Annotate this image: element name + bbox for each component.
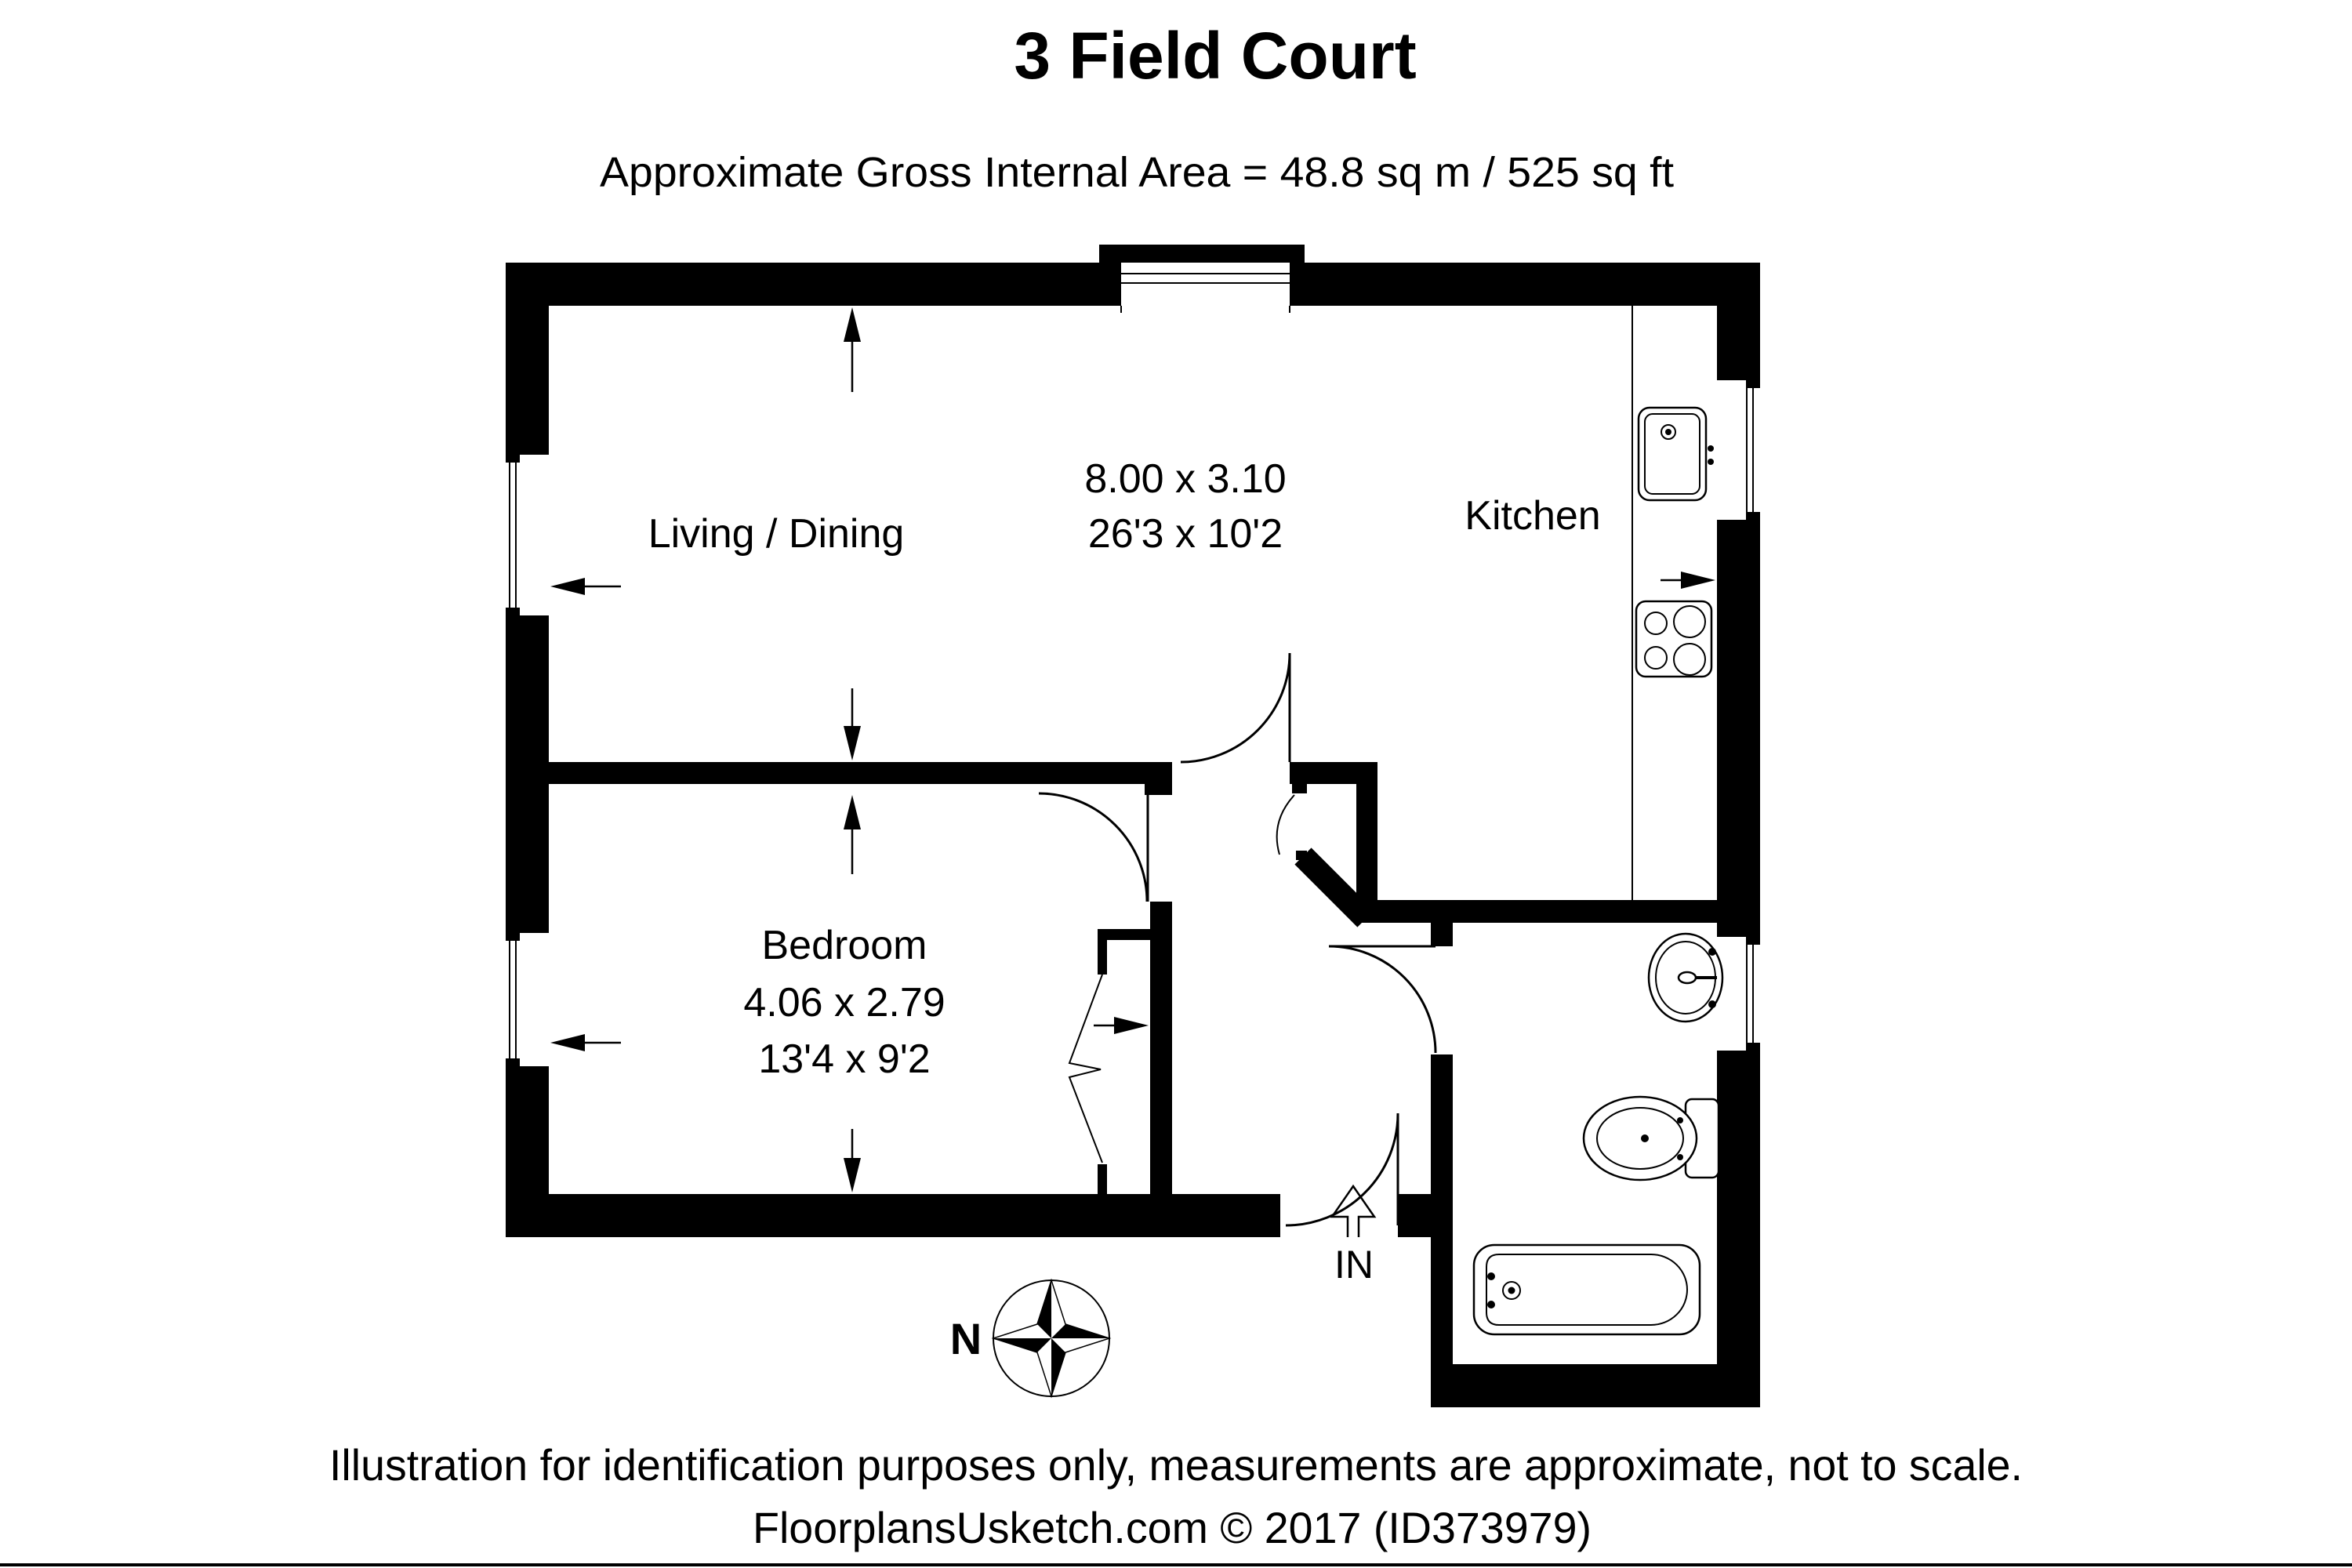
hall-cupboard-door [1277, 795, 1294, 855]
kitchen-width-dimension-arrow [1661, 572, 1715, 589]
bathroom-door [1329, 946, 1436, 1053]
kitchen-label: Kitchen [1465, 493, 1601, 539]
north-label: N [949, 1314, 982, 1363]
bedroom-dims-imperial: 13'4 x 9'2 [758, 1036, 931, 1082]
closet-bifold-door [1069, 975, 1102, 1163]
living-dims-metric: 8.00 x 3.10 [1084, 456, 1287, 502]
entrance-door [1286, 1113, 1398, 1225]
kitchen-sink-symbol [1639, 408, 1714, 500]
living-width-dimension-arrow [550, 578, 621, 595]
toilet-symbol [1584, 1097, 1719, 1180]
area-subtitle: Approximate Gross Internal Area = 48.8 sq m / 525 sq ft [600, 149, 1674, 196]
copyright-text: FloorplansUsketch.com © 2017 (ID373979) [753, 1503, 1592, 1552]
top-window [1099, 245, 1305, 313]
entrance-label: IN [1334, 1243, 1374, 1287]
hob-symbol [1636, 601, 1711, 677]
living-window [506, 455, 549, 615]
bottom-rule [0, 1563, 2352, 1566]
basin-symbol [1649, 934, 1722, 1022]
page-title: 3 Field Court [1014, 19, 1417, 93]
bedroom-door [1039, 793, 1148, 902]
living-room-label: Living / Dining [648, 511, 905, 557]
kitchen-window [1717, 380, 1760, 520]
bedroom-label: Bedroom [761, 923, 927, 968]
bedroom-dims-metric: 4.06 x 2.79 [743, 980, 946, 1025]
compass-rose-icon [993, 1280, 1109, 1396]
exterior-walls [506, 263, 1760, 1407]
bedroom-window [506, 933, 549, 1066]
living-dims-imperial: 26'3 x 10'2 [1087, 511, 1283, 557]
bathtub-symbol [1474, 1245, 1700, 1334]
disclaimer-text: Illustration for identification purposes only, measurements are approximate, not to scale. [329, 1440, 2023, 1490]
living-room-door [1181, 653, 1290, 762]
bathroom-window [1717, 937, 1760, 1051]
